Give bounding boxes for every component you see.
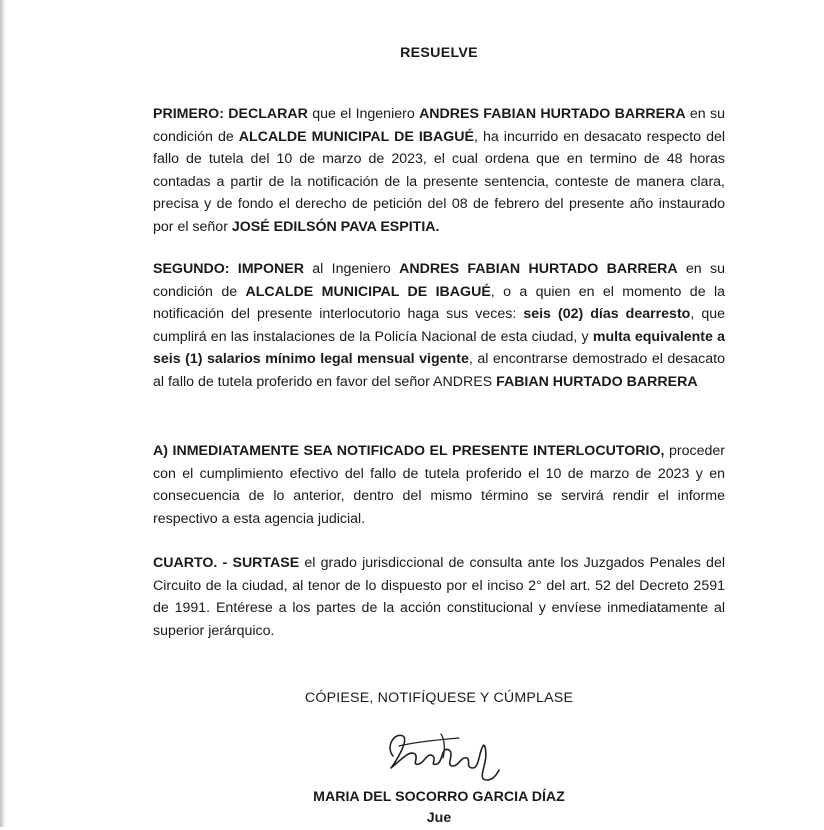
bold-text-segment: A) INMEDIATAMENTE SEA NOTIFICADO EL PRESENTE INTERLOCUTORIO, <box>153 443 665 459</box>
page-edge-shadow <box>0 0 6 827</box>
text-segment: en su condición de <box>153 261 725 300</box>
paragraph-primero <box>153 103 725 239</box>
text-segment: en su condición de <box>153 106 725 145</box>
bold-text-segment: SEGUNDO: IMPONER <box>153 261 304 277</box>
text-segment: que el Ingeniero <box>307 106 420 122</box>
signer-name: MARIA DEL SOCORRO GARCIA DÍAZ <box>313 789 565 805</box>
bold-text-segment: PRIMERO: DECLARAR <box>153 106 308 122</box>
text-segment: al Ingeniero <box>303 261 400 277</box>
text-segment: el grado jurisdiccional de consulta ante los Juzgados Penales del Circuito de la ciudad, al tenor de lo dispuesto por el inciso 2° del art. 52 del Decreto 2591 de 1991. Entérese a los partes de la acción constitucional y envíese inmediatamente al superior jerárquico. <box>153 555 725 639</box>
paragraph-segundo <box>153 258 725 394</box>
paragraph-a-inmediatamente <box>153 440 725 530</box>
bold-text-segment: ALCALDE MUNICIPAL DE IBAGUÉ <box>238 128 475 145</box>
bold-text-segment: CUARTO. - SURTASE <box>153 555 300 571</box>
bold-text-segment: JOSÉ EDILSÓN PAVA ESPITIA. <box>231 218 440 235</box>
text-segment: , al encontrarse demostrado el desacato al fallo de tutela proferido en favor del señor ANDRES <box>153 351 725 390</box>
bold-text-segment: seis (02) días dearresto <box>523 306 691 323</box>
bold-text-segment: ANDRES FABIAN HURTADO BARRERA <box>419 106 686 122</box>
handwritten-signature <box>375 716 505 788</box>
document-title: RESUELVE <box>400 45 478 61</box>
text-segment: , ha incurrido en desacato respecto del fallo de tutela del 10 de marzo de 2023, el cual ordena que en termino de 48 horas contadas a partir de la notificación de la presente sentencia, conteste de manera clara, precisa y de fondo el derecho de petición del 08 de febrero del presente año instaurado por el señor <box>153 128 726 235</box>
text-segment: , que cumplirá en las instalaciones de la Policía Nacional de esta ciudad, y <box>153 306 726 345</box>
bold-text-segment: ANDRES FABIAN HURTADO BARRERA <box>399 261 678 277</box>
closing-formula: CÓPIESE, NOTIFÍQUESE Y CÚMPLASE <box>304 690 574 706</box>
bold-text-segment: FABIAN HURTADO BARRERA <box>496 373 698 390</box>
signer-title: Jue <box>426 810 452 826</box>
text-segment: proceder con el cumplimiento efectivo del fallo de tutela proferido el 10 de marzo de 2023 y en consecuencia de lo anterior, dentro del mismo término se servirá rendir el informe respectivo a esta agencia judicial. <box>153 443 726 527</box>
bold-text-segment: multa equivalente a seis (1) salarios mínimo legal mensual vigente <box>153 328 726 368</box>
bold-text-segment: ALCALDE MUNICIPAL DE IBAGUÉ <box>245 283 491 300</box>
text-segment: , o a quien en el momento de la notificación del presente interlocutorio haga sus veces: <box>153 283 725 323</box>
paragraph-cuarto <box>153 552 725 642</box>
